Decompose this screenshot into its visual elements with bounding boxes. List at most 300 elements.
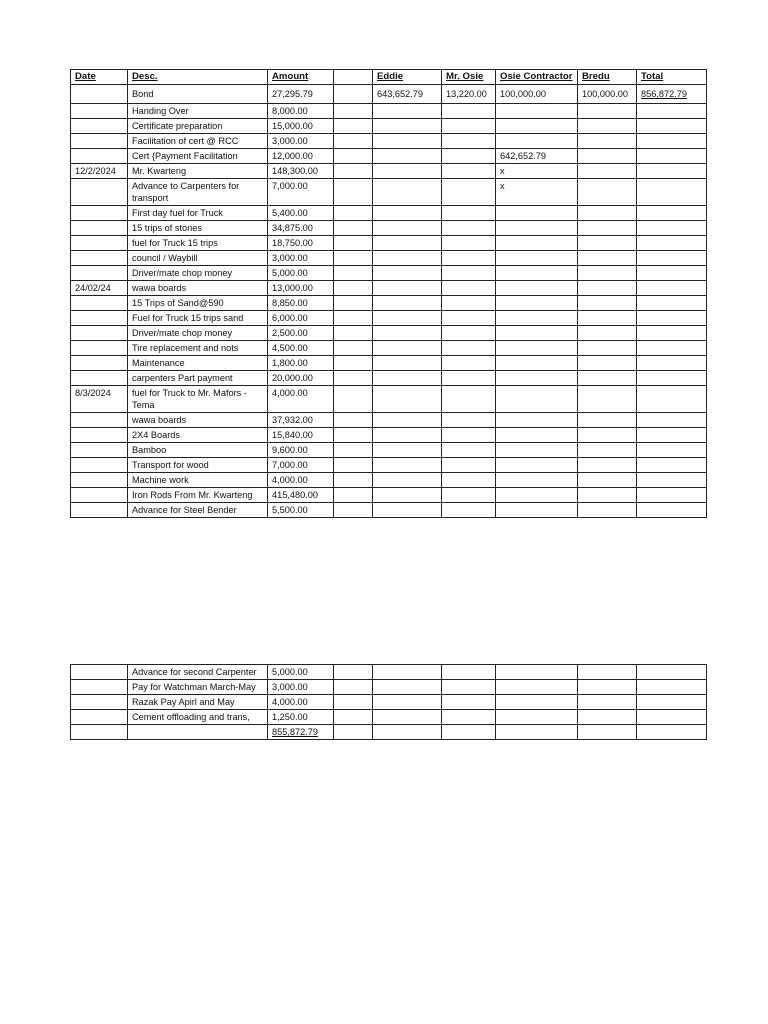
cell-desc: Fuel for Truck 15 trips sand — [128, 311, 268, 326]
cell-desc: Mr. Kwarteng — [128, 164, 268, 179]
table-row — [71, 236, 707, 251]
table-row — [71, 386, 707, 413]
cell-amount: 1,250.00 — [268, 710, 334, 725]
cell-date — [71, 85, 128, 104]
cell-blank — [334, 341, 373, 356]
cell-mr-osie — [442, 221, 496, 236]
cell-mr-osie — [442, 488, 496, 503]
cell-osie-contractor — [496, 428, 578, 443]
cell-date — [71, 503, 128, 518]
cell-mr-osie — [442, 296, 496, 311]
cell-date — [71, 710, 128, 725]
cell-desc: Bamboo — [128, 443, 268, 458]
cell-bredu — [578, 341, 637, 356]
cell-mr-osie — [442, 179, 496, 206]
table-row — [71, 665, 707, 680]
cell-osie-contractor — [496, 413, 578, 428]
cell-date — [71, 413, 128, 428]
table-row — [71, 503, 707, 518]
cell-eddie — [373, 695, 442, 710]
cell-osie-contractor — [496, 356, 578, 371]
cell-amount: 5,000.00 — [268, 266, 334, 281]
cell-osie-contractor — [496, 488, 578, 503]
cell-blank — [334, 473, 373, 488]
cell-total — [637, 179, 707, 206]
table-row — [71, 326, 707, 341]
cell-blank — [334, 386, 373, 413]
table-row — [71, 164, 707, 179]
cell-blank — [334, 266, 373, 281]
cell-date — [71, 221, 128, 236]
cell-mr-osie — [442, 371, 496, 386]
table-row — [71, 85, 707, 104]
cell-mr-osie — [442, 458, 496, 473]
cell-eddie — [373, 503, 442, 518]
table-row — [71, 296, 707, 311]
cell-eddie — [373, 473, 442, 488]
cell-mr-osie — [442, 341, 496, 356]
cell-mr-osie — [442, 119, 496, 134]
cell-mr-osie — [442, 164, 496, 179]
cell-eddie — [373, 341, 442, 356]
cell-total — [637, 458, 707, 473]
table-row — [71, 443, 707, 458]
cell-desc: Cement offloading and trans, — [128, 710, 268, 725]
cell-mr-osie — [442, 134, 496, 149]
cell-date — [71, 488, 128, 503]
cell-osie-contractor — [496, 281, 578, 296]
cell-desc: Machine work — [128, 473, 268, 488]
cell-total — [637, 326, 707, 341]
cell-eddie — [373, 488, 442, 503]
cell-bredu — [578, 710, 637, 725]
table-row — [71, 179, 707, 206]
expense-ledger-continuation-table — [70, 664, 707, 740]
cell-blank — [334, 680, 373, 695]
cell-date — [71, 473, 128, 488]
cell-osie-contractor — [496, 134, 578, 149]
cell-desc: Transport for wood — [128, 458, 268, 473]
cell-bredu — [578, 503, 637, 518]
table-row — [71, 341, 707, 356]
cell-amount: 8,000.00 — [268, 104, 334, 119]
cell-mr-osie — [442, 386, 496, 413]
cell-bredu — [578, 356, 637, 371]
cell-date — [71, 236, 128, 251]
cell-amount: 148,300.00 — [268, 164, 334, 179]
cell-amount: 4,000.00 — [268, 473, 334, 488]
cell-total — [637, 311, 707, 326]
cell-desc: Driver/mate chop money — [128, 326, 268, 341]
cell-mr-osie — [442, 311, 496, 326]
cell-amount: 855,872.79 — [268, 725, 334, 740]
cell-bredu — [578, 149, 637, 164]
cell-eddie — [373, 665, 442, 680]
cell-eddie — [373, 371, 442, 386]
cell-blank — [334, 458, 373, 473]
cell-total — [637, 488, 707, 503]
table-row — [71, 266, 707, 281]
cell-date — [71, 341, 128, 356]
cell-desc: Razak Pay Apirl and May — [128, 695, 268, 710]
cell-blank — [334, 428, 373, 443]
cell-blank — [334, 236, 373, 251]
cell-osie-contractor — [496, 341, 578, 356]
cell-blank — [334, 503, 373, 518]
cell-date — [71, 356, 128, 371]
cell-bredu — [578, 119, 637, 134]
cell-bredu — [578, 371, 637, 386]
cell-date — [71, 428, 128, 443]
cell-blank — [334, 134, 373, 149]
table-row — [71, 413, 707, 428]
cell-blank — [334, 371, 373, 386]
cell-blank — [334, 356, 373, 371]
cell-desc: Advance for second Carpenter — [128, 665, 268, 680]
cell-mr-osie — [442, 725, 496, 740]
header-osie-contractor: Osie Contractor — [496, 70, 578, 85]
cell-bredu — [578, 428, 637, 443]
cell-total — [637, 251, 707, 266]
cell-bredu — [578, 458, 637, 473]
table-row — [71, 119, 707, 134]
cell-amount: 4,000.00 — [268, 386, 334, 413]
cell-mr-osie — [442, 413, 496, 428]
cell-date — [71, 458, 128, 473]
cell-amount: 4,000.00 — [268, 695, 334, 710]
cell-total — [637, 164, 707, 179]
cell-amount: 415,480.00 — [268, 488, 334, 503]
cell-total — [637, 356, 707, 371]
cell-desc: 15 trips of stones — [128, 221, 268, 236]
cell-osie-contractor — [496, 221, 578, 236]
cell-date: 8/3/2024 — [71, 386, 128, 413]
cell-desc: Advance to Carpenters for transport — [128, 179, 268, 206]
cell-osie-contractor — [496, 266, 578, 281]
continuation-body — [71, 665, 707, 740]
cell-total — [637, 680, 707, 695]
cell-date — [71, 326, 128, 341]
expense-ledger-table — [70, 69, 707, 518]
header-date: Date — [71, 70, 128, 85]
cell-date — [71, 296, 128, 311]
cell-mr-osie: 13,220.00 — [442, 85, 496, 104]
table-row — [71, 206, 707, 221]
cell-total — [637, 134, 707, 149]
cell-desc: Cert {Payment Facilitation — [128, 149, 268, 164]
cell-amount: 7,000.00 — [268, 458, 334, 473]
cell-osie-contractor — [496, 251, 578, 266]
cell-amount: 3,000.00 — [268, 680, 334, 695]
cell-total: 856,872.79 — [637, 85, 707, 104]
header-total: Total — [637, 70, 707, 85]
cell-blank — [334, 665, 373, 680]
cell-amount: 5,400.00 — [268, 206, 334, 221]
cell-total — [637, 695, 707, 710]
cell-amount: 7,000.00 — [268, 179, 334, 206]
table-row — [71, 311, 707, 326]
cell-amount: 5,500.00 — [268, 503, 334, 518]
table-row — [71, 104, 707, 119]
cell-eddie — [373, 104, 442, 119]
cell-eddie — [373, 266, 442, 281]
cell-blank — [334, 85, 373, 104]
cell-desc: First day fuel for Truck — [128, 206, 268, 221]
cell-desc: Tire replacement and nots — [128, 341, 268, 356]
cell-bredu — [578, 296, 637, 311]
cell-amount: 37,932.00 — [268, 413, 334, 428]
cell-total — [637, 149, 707, 164]
cell-amount: 13,000.00 — [268, 281, 334, 296]
cell-osie-contractor — [496, 710, 578, 725]
cell-mr-osie — [442, 503, 496, 518]
cell-bredu — [578, 443, 637, 458]
cell-osie-contractor — [496, 665, 578, 680]
cell-mr-osie — [442, 356, 496, 371]
cell-total — [637, 119, 707, 134]
cell-desc: council / Waybill — [128, 251, 268, 266]
cell-blank — [334, 725, 373, 740]
cell-total — [637, 221, 707, 236]
cell-eddie — [373, 221, 442, 236]
cell-total — [637, 281, 707, 296]
cell-bredu — [578, 221, 637, 236]
cell-osie-contractor — [496, 680, 578, 695]
cell-bredu — [578, 680, 637, 695]
cell-blank — [334, 119, 373, 134]
cell-mr-osie — [442, 206, 496, 221]
cell-desc: 15 Trips of Sand@590 — [128, 296, 268, 311]
cell-osie-contractor — [496, 503, 578, 518]
cell-date — [71, 104, 128, 119]
table-row — [71, 428, 707, 443]
cell-mr-osie — [442, 680, 496, 695]
cell-blank — [334, 710, 373, 725]
cell-osie-contractor: 100,000.00 — [496, 85, 578, 104]
cell-total — [637, 428, 707, 443]
table-row — [71, 710, 707, 725]
cell-eddie — [373, 281, 442, 296]
cell-osie-contractor — [496, 725, 578, 740]
cell-amount: 3,000.00 — [268, 251, 334, 266]
cell-desc — [128, 725, 268, 740]
cell-date — [71, 251, 128, 266]
cell-date — [71, 266, 128, 281]
table-row — [71, 221, 707, 236]
cell-amount: 2,500.00 — [268, 326, 334, 341]
cell-date — [71, 149, 128, 164]
header-mr-osie: Mr. Osie — [442, 70, 496, 85]
cell-bredu — [578, 413, 637, 428]
cell-mr-osie — [442, 266, 496, 281]
cell-total — [637, 413, 707, 428]
cell-date — [71, 179, 128, 206]
cell-blank — [334, 695, 373, 710]
cell-mr-osie — [442, 149, 496, 164]
cell-eddie — [373, 164, 442, 179]
cell-date — [71, 665, 128, 680]
cell-osie-contractor — [496, 206, 578, 221]
cell-date — [71, 206, 128, 221]
cell-blank — [334, 311, 373, 326]
cell-blank — [334, 281, 373, 296]
cell-desc: fuel for Truck to Mr. Mafors - Tema — [128, 386, 268, 413]
cell-bredu — [578, 236, 637, 251]
header-row — [71, 70, 707, 85]
cell-amount: 3,000.00 — [268, 134, 334, 149]
cell-bredu — [578, 281, 637, 296]
cell-total — [637, 206, 707, 221]
cell-blank — [334, 413, 373, 428]
cell-eddie — [373, 296, 442, 311]
cell-total — [637, 443, 707, 458]
cell-osie-contractor — [496, 473, 578, 488]
cell-mr-osie — [442, 695, 496, 710]
cell-mr-osie — [442, 326, 496, 341]
cell-total — [637, 341, 707, 356]
cell-date — [71, 443, 128, 458]
cell-desc: Certificate preparation — [128, 119, 268, 134]
table-row — [71, 251, 707, 266]
table-row — [71, 149, 707, 164]
cell-blank — [334, 164, 373, 179]
cell-bredu — [578, 134, 637, 149]
cell-mr-osie — [442, 104, 496, 119]
cell-desc: carpenters Part payment — [128, 371, 268, 386]
cell-bredu — [578, 311, 637, 326]
cell-blank — [334, 296, 373, 311]
cell-osie-contractor — [496, 695, 578, 710]
cell-blank — [334, 149, 373, 164]
cell-eddie — [373, 236, 442, 251]
cell-amount: 12,000.00 — [268, 149, 334, 164]
cell-desc: Pay for Watchman March-May — [128, 680, 268, 695]
cell-bredu — [578, 164, 637, 179]
cell-bredu — [578, 665, 637, 680]
cell-total — [637, 473, 707, 488]
cell-eddie — [373, 458, 442, 473]
cell-osie-contractor — [496, 236, 578, 251]
cell-date — [71, 371, 128, 386]
cell-date: 24/02/24 — [71, 281, 128, 296]
cell-mr-osie — [442, 443, 496, 458]
cell-desc: Advance for Steel Bender — [128, 503, 268, 518]
cell-total — [637, 710, 707, 725]
cell-desc: Facilitation of cert @ RCC — [128, 134, 268, 149]
cell-desc: 2X4 Boards — [128, 428, 268, 443]
cell-eddie — [373, 206, 442, 221]
cell-total — [637, 104, 707, 119]
cell-eddie — [373, 326, 442, 341]
cell-amount: 15,000.00 — [268, 119, 334, 134]
cell-osie-contractor: x — [496, 164, 578, 179]
header-desc: Desc. — [128, 70, 268, 85]
cell-osie-contractor — [496, 371, 578, 386]
cell-date — [71, 725, 128, 740]
cell-osie-contractor — [496, 104, 578, 119]
cell-bredu — [578, 725, 637, 740]
cell-date — [71, 119, 128, 134]
cell-mr-osie — [442, 473, 496, 488]
cell-bredu — [578, 104, 637, 119]
table-row — [71, 725, 707, 740]
cell-desc: wawa boards — [128, 413, 268, 428]
cell-date — [71, 134, 128, 149]
cell-eddie — [373, 134, 442, 149]
cell-total — [637, 236, 707, 251]
cell-amount: 15,840.00 — [268, 428, 334, 443]
cell-eddie — [373, 443, 442, 458]
cell-amount: 5,000.00 — [268, 665, 334, 680]
cell-total — [637, 386, 707, 413]
cell-eddie — [373, 725, 442, 740]
cell-mr-osie — [442, 665, 496, 680]
cell-total — [637, 503, 707, 518]
cell-total — [637, 371, 707, 386]
cell-bredu — [578, 251, 637, 266]
cell-eddie — [373, 149, 442, 164]
cell-date — [71, 695, 128, 710]
cell-bredu — [578, 473, 637, 488]
cell-eddie — [373, 311, 442, 326]
table-row — [71, 371, 707, 386]
cell-amount: 20,000.00 — [268, 371, 334, 386]
cell-desc: Handing Over — [128, 104, 268, 119]
cell-bredu — [578, 179, 637, 206]
table-row — [71, 458, 707, 473]
header-amount: Amount — [268, 70, 334, 85]
header-bredu: Bredu — [578, 70, 637, 85]
cell-osie-contractor — [496, 458, 578, 473]
cell-bredu — [578, 386, 637, 413]
cell-eddie — [373, 119, 442, 134]
cell-desc: Iron Rods From Mr. Kwarteng — [128, 488, 268, 503]
header-eddie: Eddie — [373, 70, 442, 85]
cell-osie-contractor — [496, 296, 578, 311]
cell-amount: 9,600.00 — [268, 443, 334, 458]
table-row — [71, 281, 707, 296]
table-row — [71, 680, 707, 695]
cell-eddie — [373, 386, 442, 413]
cell-desc: Bond — [128, 85, 268, 104]
cell-blank — [334, 179, 373, 206]
cell-amount: 6,000.00 — [268, 311, 334, 326]
cell-osie-contractor: 642,652.79 — [496, 149, 578, 164]
cell-desc: Maintenance — [128, 356, 268, 371]
cell-blank — [334, 221, 373, 236]
cell-eddie — [373, 251, 442, 266]
ledger-body — [71, 85, 707, 518]
cell-date — [71, 311, 128, 326]
cell-total — [637, 266, 707, 281]
cell-total — [637, 725, 707, 740]
cell-osie-contractor — [496, 326, 578, 341]
cell-eddie — [373, 680, 442, 695]
cell-bredu — [578, 206, 637, 221]
cell-mr-osie — [442, 236, 496, 251]
cell-blank — [334, 488, 373, 503]
cell-date — [71, 680, 128, 695]
cell-blank — [334, 206, 373, 221]
cell-desc: fuel for Truck 15 trips — [128, 236, 268, 251]
cell-bredu — [578, 488, 637, 503]
cell-eddie — [373, 356, 442, 371]
table-row — [71, 488, 707, 503]
cell-osie-contractor — [496, 311, 578, 326]
cell-eddie — [373, 710, 442, 725]
cell-amount: 34,875.00 — [268, 221, 334, 236]
cell-mr-osie — [442, 251, 496, 266]
